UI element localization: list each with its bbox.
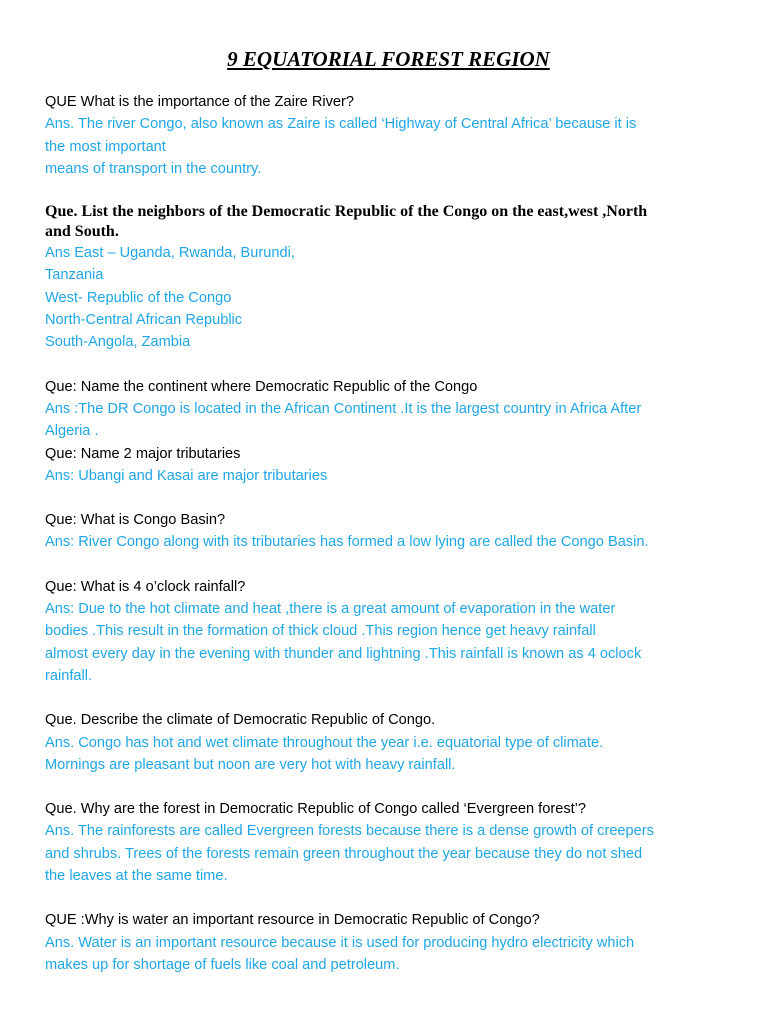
answer-text: Ans: Due to the hot climate and heat ,there is a great amount of evaporation in the water xyxy=(45,601,616,618)
qa-block-neighbors xyxy=(45,202,728,353)
question-text: Que. List the neighbors of the Democratic Republic of the Congo on the east,west ,North xyxy=(45,203,648,221)
qa-block-climate xyxy=(45,709,728,776)
answer-text: South-Angola, Zambia xyxy=(45,334,191,351)
answer-text: Ans East – Uganda, Rwanda, Burundi, xyxy=(45,245,295,262)
qa-block-evergreen xyxy=(45,798,728,887)
question-text: Que. Describe the climate of Democratic Republic of Congo. xyxy=(45,712,436,729)
qa-block-zaire-importance xyxy=(45,91,728,180)
question-text: and South. xyxy=(45,223,119,241)
question-text: Que: Name 2 major tributaries xyxy=(45,445,241,462)
answer-text: bodies .This result in the formation of thick cloud .This region hence get heavy rainfall xyxy=(45,623,596,640)
qa-block-continent xyxy=(45,376,728,443)
answer-text: Algeria . xyxy=(45,423,99,440)
answer-text: Tanzania xyxy=(45,267,104,284)
answer-text: Ans: River Congo along with its tributaries has formed a low lying are called the Congo Basin. xyxy=(45,534,649,551)
answer-text: West- Republic of the Congo xyxy=(45,289,232,306)
qa-block-congo-basin xyxy=(45,509,728,554)
question-text: QUE What is the importance of the Zaire River? xyxy=(45,94,355,110)
answer-text: rainfall. xyxy=(45,667,93,684)
answer-text: makes up for shortage of fuels like coal and petroleum. xyxy=(45,956,400,973)
answer-text: means of transport in the country. xyxy=(45,160,262,177)
answer-text: almost every day in the evening with thunder and lightning .This rainfall is known as 4 oclock xyxy=(45,645,642,662)
qa-block-water xyxy=(45,909,728,976)
answer-text: Ans. The river Congo, also known as Zaire is called ‘Highway of Central Africa’ because it is xyxy=(45,116,637,133)
qa-block-rainfall xyxy=(45,576,728,687)
answer-text: Ans: Ubangi and Kasai are major tributaries xyxy=(45,467,328,484)
question-text: Que: Name the continent where Democratic Republic of the Congo xyxy=(45,378,478,395)
question-text: QUE :Why is water an important resource in Democratic Republic of Congo? xyxy=(45,912,540,929)
answer-text: the most important xyxy=(45,138,166,155)
question-text: Que. Why are the forest in Democratic Republic of Congo called ‘Evergreen forest’? xyxy=(45,801,587,818)
answer-text: Mornings are pleasant but noon are very hot with heavy rainfall. xyxy=(45,756,456,773)
answer-text: the leaves at the same time. xyxy=(45,868,228,885)
answer-text: Ans. The rainforests are called Evergreen forests because there is a dense growth of creepers xyxy=(45,823,654,840)
page-title: 9 EQUATORIAL FOREST REGION xyxy=(227,47,550,71)
answer-text: and shrubs. Trees of the forests remain green throughout the year because they do not shed xyxy=(45,845,643,862)
answer-text: Ans :The DR Congo is located in the African Continent .It is the largest country in Africa After xyxy=(45,400,642,417)
answer-text: North-Central African Republic xyxy=(45,312,243,329)
question-text: Que: What is 4 o’clock rainfall? xyxy=(45,578,246,595)
question-text: Que: What is Congo Basin? xyxy=(45,512,226,529)
qa-block-tributaries xyxy=(45,443,728,488)
answer-text: Ans. Congo has hot and wet climate throughout the year i.e. equatorial type of climate. xyxy=(45,734,604,751)
answer-text: Ans. Water is an important resource because it is used for producing hydro electricity which xyxy=(45,934,635,951)
